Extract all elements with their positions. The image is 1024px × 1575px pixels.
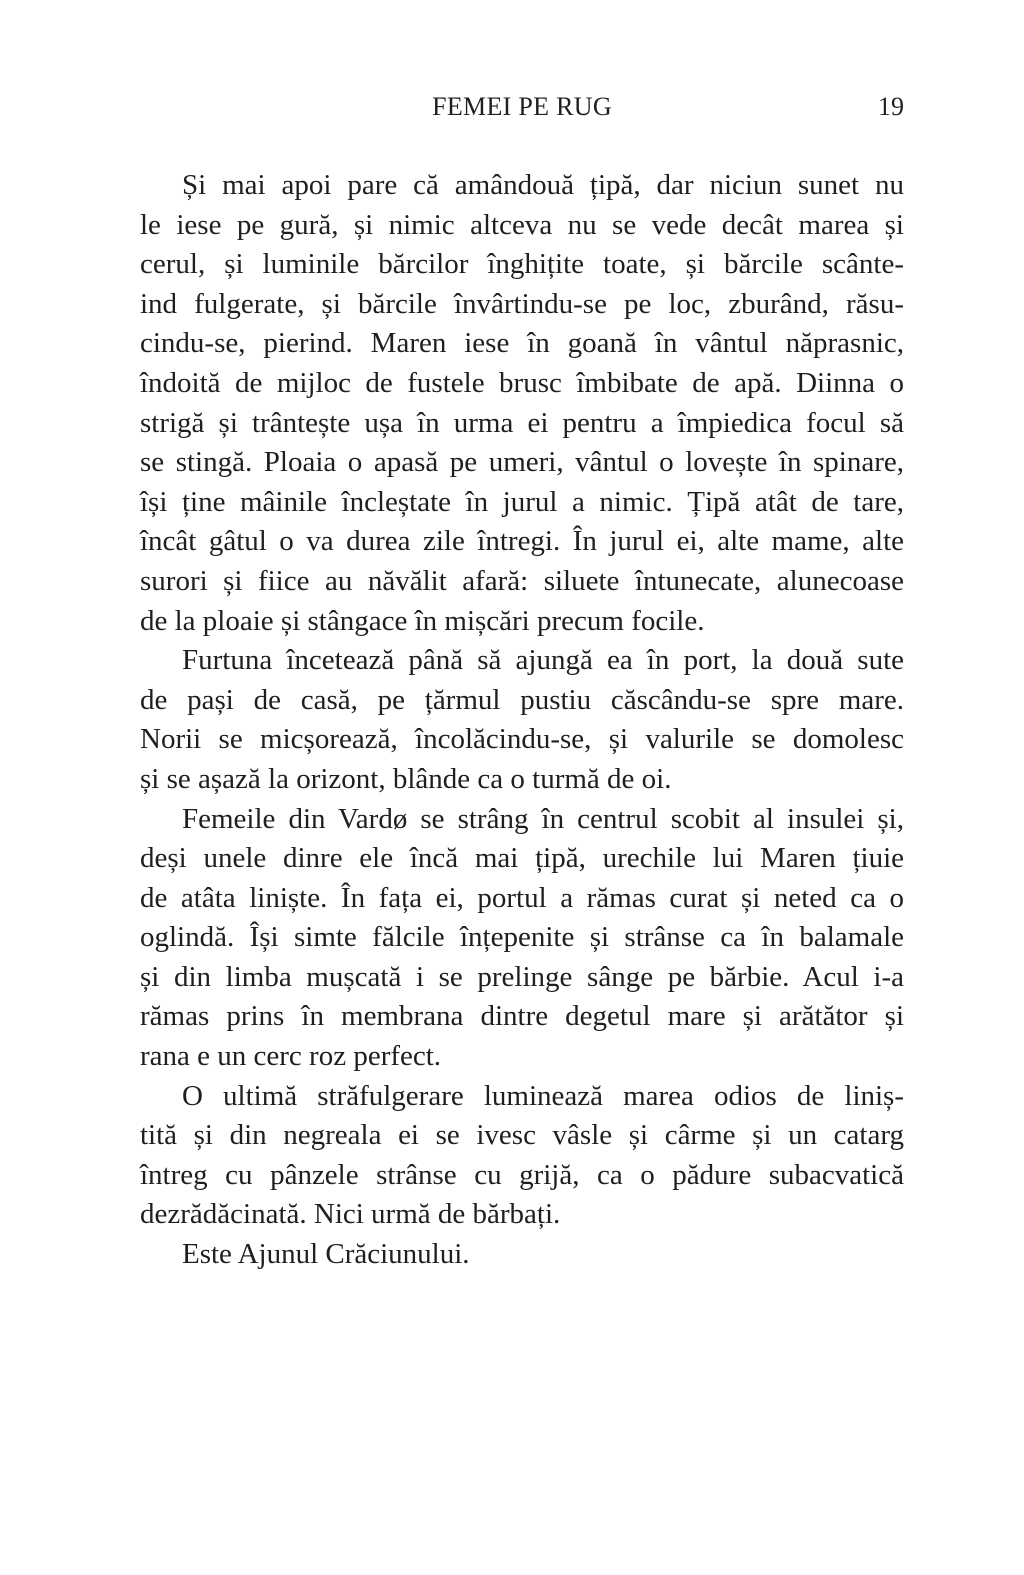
text-line: dezrădăcinată. Nici urmă de bărbați. <box>140 1198 561 1231</box>
text-line: oglindă. Își simte fălcile înțepenite și strânse ca în balamale <box>140 921 904 954</box>
text-line: Furtuna încetează până să ajungă ea în port, la două sute <box>182 644 904 677</box>
text-line: tită și din negreala ei se ivesc vâsle și cârme și un catarg <box>140 1119 904 1152</box>
text-line: rana e un cerc roz perfect. <box>140 1040 442 1073</box>
text-line: surori și fiice au năvălit afară: siluete întunecate, alunecoase <box>140 564 904 597</box>
paragraph <box>140 1077 904 1235</box>
text-line: încât gâtul o va durea zile întregi. În jurul ei, alte mame, alte <box>140 525 904 558</box>
paragraph <box>140 166 904 641</box>
text-line: îndoită de mijloc de fustele brusc îmbibate de apă. Diinna o <box>140 366 904 399</box>
text-line: de pași de casă, pe țărmul pustiu căscându-se spre mare. <box>140 683 904 716</box>
text-line: de atâta liniște. În fața ei, portul a rămas curat și neted ca o <box>140 881 904 914</box>
paragraph <box>140 800 904 1077</box>
paragraph <box>140 641 904 799</box>
text-line: ind fulgerate, și bărcile învârtindu-se pe loc, zburând, răsu- <box>140 287 904 320</box>
page-header <box>140 92 904 122</box>
text-line: le iese pe gură, și nimic altceva nu se vede decât marea și <box>140 208 904 241</box>
text-line: întreg cu pânzele strânse cu grijă, ca o pădure subacvatică <box>140 1158 904 1191</box>
body-text <box>140 166 904 1275</box>
running-title: FEMEI PE RUG <box>432 92 612 121</box>
text-line: rămas prins în membrana dintre degetul mare și arătător și <box>140 1000 904 1033</box>
text-line: Și mai apoi pare că amândouă țipă, dar niciun sunet nu <box>182 169 904 201</box>
text-line: strigă și trântește ușa în urma ei pentru a împiedica focul să <box>140 406 904 439</box>
text-line: Este Ajunul Crăciunului. <box>182 1238 470 1271</box>
text-line: cerul, și luminile bărcilor înghițite toate, și bărcile scânte- <box>140 248 904 281</box>
text-line: de la ploaie și stângace în mișcări precum focile. <box>140 604 705 637</box>
page-number: 19 <box>878 92 904 121</box>
text-line: cindu-se, pierind. Maren iese în goană în vântul năprasnic, <box>140 327 904 360</box>
text-line: și se așază la orizont, blânde ca o turmă de oi. <box>140 762 672 795</box>
text-line: deși unele dinre ele încă mai țipă, urechile lui Maren țiuie <box>140 842 904 875</box>
text-line: Norii se micșorează, încolăcindu-se, și valurile se domolesc <box>140 723 904 756</box>
text-line: O ultimă străfulgerare luminează marea odios de liniș- <box>182 1079 904 1112</box>
text-line: și din limba mușcată i se prelinge sânge pe bărbie. Acul i-a <box>140 960 904 993</box>
text-line: își ține mâinile încleștate în jurul a nimic. Țipă atât de tare, <box>140 485 904 518</box>
text-line: Femeile din Vardø se strâng în centrul scobit al insulei și, <box>182 802 904 835</box>
text-line: se stingă. Ploaia o apasă pe umeri, vântul o lovește în spinare, <box>140 446 904 479</box>
paragraph <box>140 1235 904 1275</box>
